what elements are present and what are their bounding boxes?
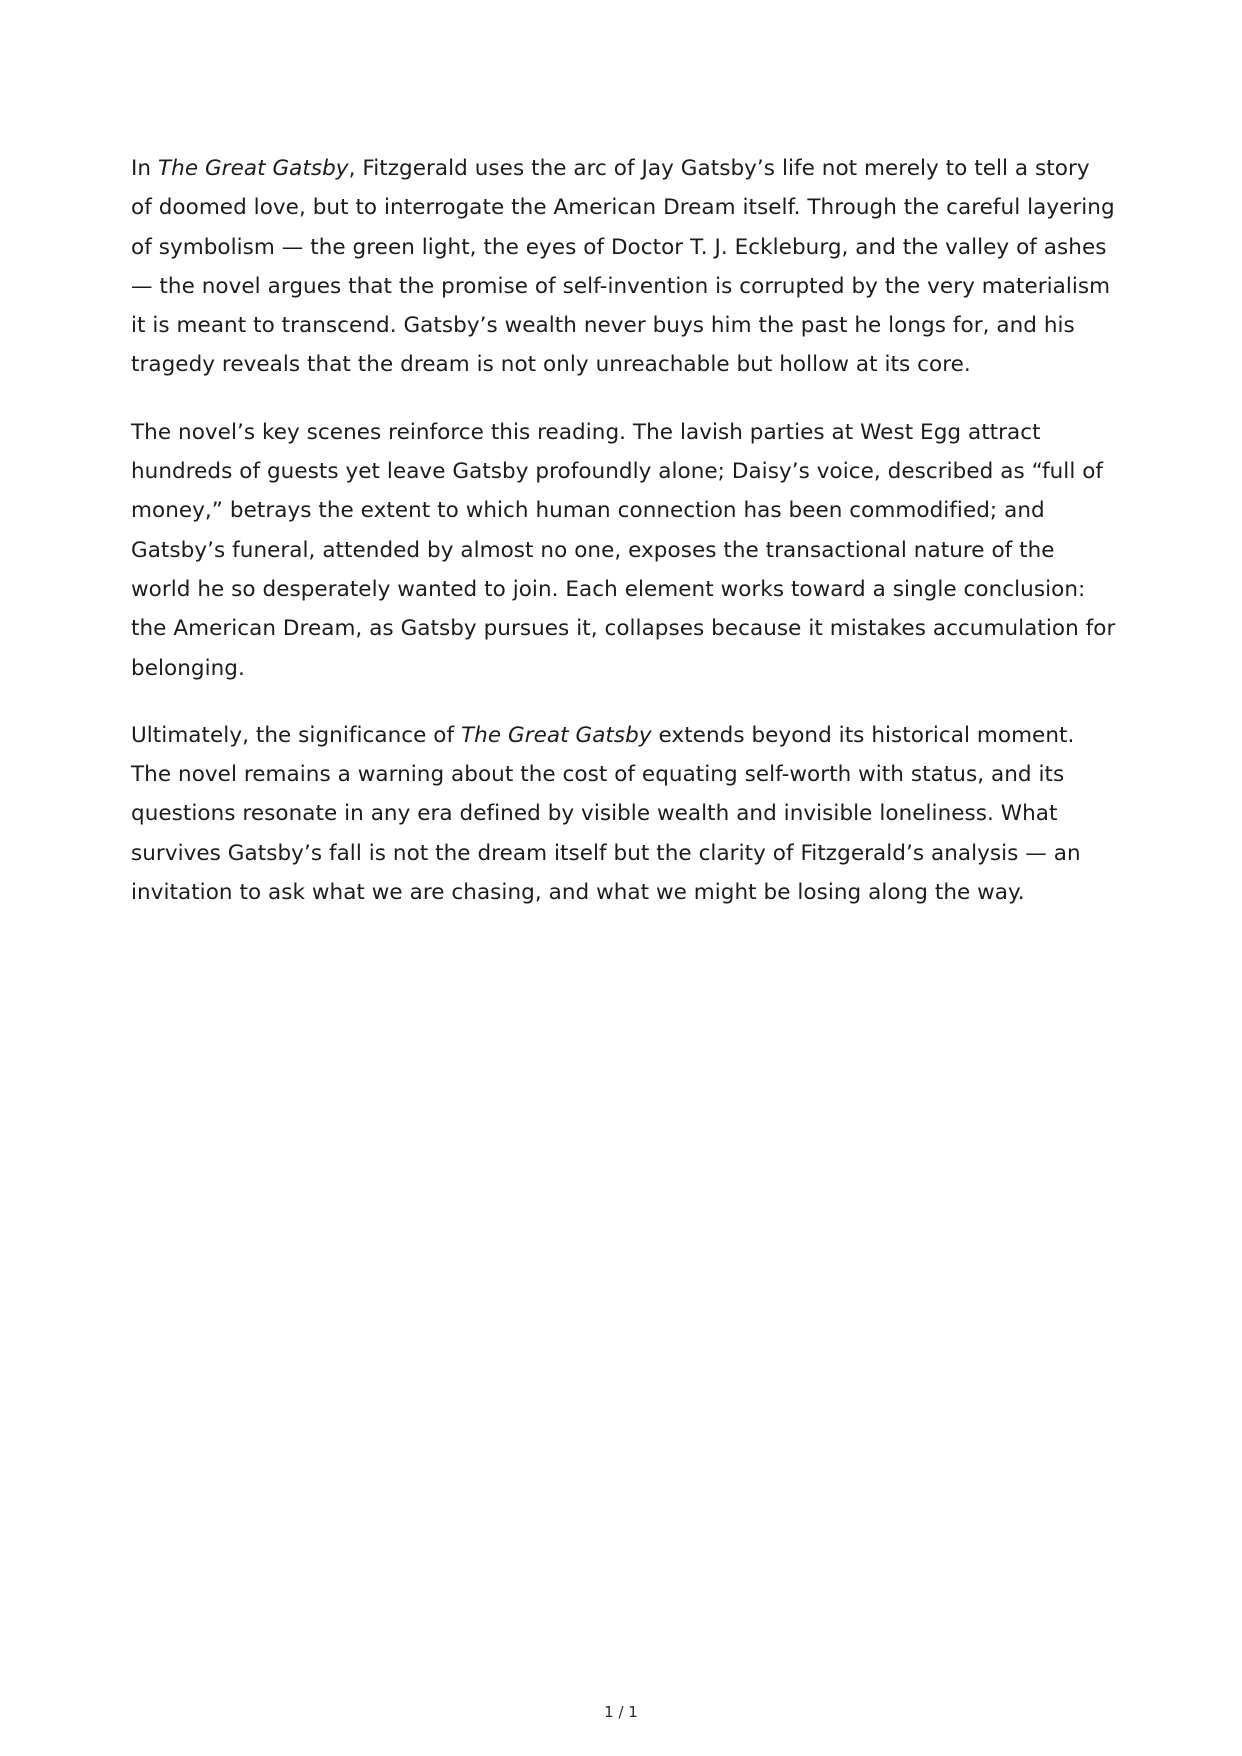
paragraph-1-run-1: In	[131, 156, 158, 181]
paragraph-3-run-1: Ultimately, the significance of	[131, 722, 461, 748]
page-number: 1 / 1	[604, 1703, 638, 1721]
paragraph-3	[131, 716, 1116, 912]
paragraph-2-run-1: The novel’s key scenes reinforce this reading. The lavish parties at West Egg attract hundreds of guests yet leave Gatsby profoundly alone; Daisy’s voice, described as “full of money,” betrays the extent to which human connection has been commodified; and Gatsby’s funeral, attended by almost no one, exposes the transactional nature of the world he so desperately wanted to join. Each element works toward a single conclusion: the American Dream, as Gatsby pursues it, collapses because it mistakes accumulation for belonging.	[131, 419, 1116, 681]
paragraph-3-run-3: extends beyond its historical moment. The novel remains a warning about the cost of equating self-worth with status, and its questions resonate in any era defined by visible wealth and invisible loneliness. What survives Gatsby’s fall is not the dream itself but the clarity of Fitzgerald’s analysis — an invitation to ask what we are chasing, and what we might be losing along the way.	[131, 722, 1081, 906]
document-body	[131, 149, 1116, 940]
paragraph-3-book-title: The Great Gatsby	[461, 722, 652, 748]
paragraph-1	[131, 149, 1116, 385]
paragraph-1-book-title: The Great Gatsby	[157, 156, 349, 181]
paragraph-1-run-3: , Fitzgerald uses the arc of Jay Gatsby’s life not merely to tell a story of doomed love, but to interrogate the American Dream itself. Through the careful layering of symbolism — the green light, the eyes of Doctor T. J. Eckleburg, and the valley of ashes — the novel argues that the promise of self-invention is corrupted by the very materialism it is meant to transcend. Gatsby’s wealth never buys him the past he longs for, and his tragedy reveals that the dream is not only unreachable but hollow at its core.	[131, 156, 1115, 378]
paragraph-2	[131, 413, 1116, 688]
